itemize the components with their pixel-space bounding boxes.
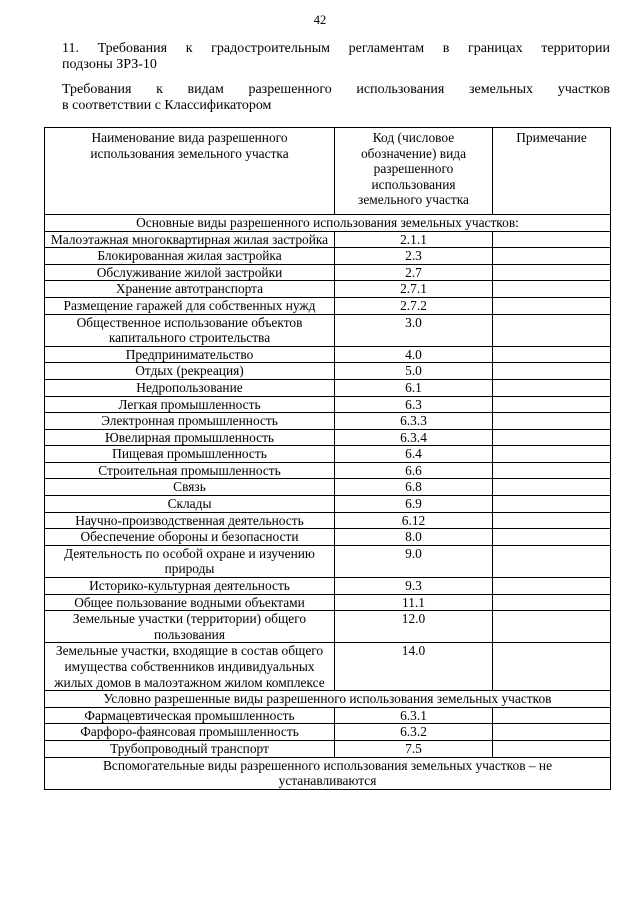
cell-code: 6.1 [335, 379, 493, 396]
cell-note [493, 512, 611, 529]
section-title-conditional: Условно разрешенные виды разрешенного использования земельных участков [45, 691, 611, 708]
cell-code: 6.3.1 [335, 707, 493, 724]
cell-note [493, 479, 611, 496]
cell-name: Трубопроводный транспорт [45, 740, 335, 757]
cell-note [493, 314, 611, 346]
table-row [45, 578, 611, 595]
cell-note [493, 643, 611, 691]
table-row [45, 479, 611, 496]
cell-code: 2.7.2 [335, 297, 493, 314]
section-row-conditional [45, 691, 611, 708]
cell-note [493, 594, 611, 611]
heading-line-4: в соответствии с Классификатором [62, 98, 272, 113]
cell-code: 12.0 [335, 611, 493, 643]
table-row [45, 379, 611, 396]
cell-note [493, 529, 611, 546]
table-row [45, 413, 611, 430]
table-row [45, 462, 611, 479]
section-row-auxiliary [45, 757, 611, 789]
cell-code: 9.3 [335, 578, 493, 595]
cell-note [493, 379, 611, 396]
cell-name: Общее пользование водными объектами [45, 594, 335, 611]
heading-line-1: 11. Требования к градостроительным регламентам в границах территории [62, 41, 610, 56]
table-row [45, 512, 611, 529]
cell-code: 6.12 [335, 512, 493, 529]
cell-name: Фарфоро-фаянсовая промышленность [45, 724, 335, 741]
cell-name: Электронная промышленность [45, 413, 335, 430]
cell-note [493, 724, 611, 741]
cell-code: 6.6 [335, 462, 493, 479]
cell-note [493, 396, 611, 413]
cell-name: Блокированная жилая застройка [45, 248, 335, 265]
cell-code: 6.3 [335, 396, 493, 413]
cell-code: 7.5 [335, 740, 493, 757]
cell-note [493, 462, 611, 479]
cell-name: Предпринимательство [45, 346, 335, 363]
cell-note [493, 297, 611, 314]
cell-name: Связь [45, 479, 335, 496]
cell-name: Ювелирная промышленность [45, 429, 335, 446]
cell-code: 2.7 [335, 264, 493, 281]
section-row-main [45, 214, 611, 231]
cell-name: Историко-культурная деятельность [45, 578, 335, 595]
table-row [45, 231, 611, 248]
cell-name: Строительная промышленность [45, 462, 335, 479]
table-row [45, 396, 611, 413]
cell-name: Обслуживание жилой застройки [45, 264, 335, 281]
heading-line-3: Требования к видам разрешенного использования земельных участков [62, 82, 610, 97]
cell-code: 3.0 [335, 314, 493, 346]
table-row [45, 545, 611, 577]
cell-name: Недропользование [45, 379, 335, 396]
column-header-code: Код (числовое обозначение) вида разрешенного использования земельного участка [335, 128, 493, 215]
table-row [45, 707, 611, 724]
section-title-main: Основные виды разрешенного использования земельных участков: [45, 214, 611, 231]
cell-name: Пищевая промышленность [45, 446, 335, 463]
table-row [45, 297, 611, 314]
heading-line-2: подзоны ЗРЗ-10 [62, 57, 157, 72]
cell-note [493, 413, 611, 430]
cell-note [493, 231, 611, 248]
cell-code: 6.9 [335, 496, 493, 513]
cell-note [493, 446, 611, 463]
cell-note [493, 281, 611, 298]
table-row [45, 724, 611, 741]
table-row [45, 264, 611, 281]
table-header-row [45, 128, 611, 215]
cell-note [493, 264, 611, 281]
table-row [45, 594, 611, 611]
cell-name: Легкая промышленность [45, 396, 335, 413]
cell-note [493, 740, 611, 757]
table-row [45, 314, 611, 346]
cell-note [493, 578, 611, 595]
cell-code: 2.7.1 [335, 281, 493, 298]
land-use-table [44, 127, 611, 790]
cell-name: Обеспечение обороны и безопасности [45, 529, 335, 546]
cell-code: 6.8 [335, 479, 493, 496]
cell-code: 5.0 [335, 363, 493, 380]
table-row [45, 496, 611, 513]
page-number: 42 [313, 13, 327, 27]
table-row [45, 611, 611, 643]
table-row [45, 429, 611, 446]
cell-name: Деятельность по особой охране и изучению природы [45, 545, 335, 577]
table-row [45, 248, 611, 265]
cell-code: 6.3.4 [335, 429, 493, 446]
cell-name: Хранение автотранспорта [45, 281, 335, 298]
cell-name: Отдых (рекреация) [45, 363, 335, 380]
cell-code: 2.3 [335, 248, 493, 265]
cell-code: 11.1 [335, 594, 493, 611]
cell-name: Земельные участки (территории) общего пользования [45, 611, 335, 643]
cell-name: Малоэтажная многоквартирная жилая застройка [45, 231, 335, 248]
cell-code: 9.0 [335, 545, 493, 577]
cell-name: Склады [45, 496, 335, 513]
cell-name: Общественное использование объектов капитального строительства [45, 314, 335, 346]
cell-name: Научно-производственная деятельность [45, 512, 335, 529]
table-row [45, 346, 611, 363]
cell-code: 6.4 [335, 446, 493, 463]
cell-name: Фармацевтическая промышленность [45, 707, 335, 724]
cell-code: 6.3.3 [335, 413, 493, 430]
cell-name: Размещение гаражей для собственных нужд [45, 297, 335, 314]
cell-note [493, 707, 611, 724]
cell-code: 14.0 [335, 643, 493, 691]
cell-code: 8.0 [335, 529, 493, 546]
column-header-name: Наименование вида разрешенного использования земельного участка [45, 128, 335, 215]
table-row [45, 643, 611, 691]
cell-code: 4.0 [335, 346, 493, 363]
cell-note [493, 346, 611, 363]
cell-note [493, 496, 611, 513]
cell-name: Земельные участки, входящие в состав общего имущества собственников индивидуальных жилых домов в малоэтажном жилом комплексе [45, 643, 335, 691]
section-title-auxiliary: Вспомогательные виды разрешенного использования земельных участков – не устанавливаются [45, 757, 611, 789]
cell-code: 2.1.1 [335, 231, 493, 248]
cell-note [493, 611, 611, 643]
cell-note [493, 248, 611, 265]
table-row [45, 529, 611, 546]
table-row [45, 363, 611, 380]
cell-note [493, 429, 611, 446]
table-row [45, 740, 611, 757]
table-row [45, 446, 611, 463]
table-row [45, 281, 611, 298]
cell-code: 6.3.2 [335, 724, 493, 741]
column-header-note: Примечание [493, 128, 611, 215]
cell-note [493, 545, 611, 577]
cell-note [493, 363, 611, 380]
